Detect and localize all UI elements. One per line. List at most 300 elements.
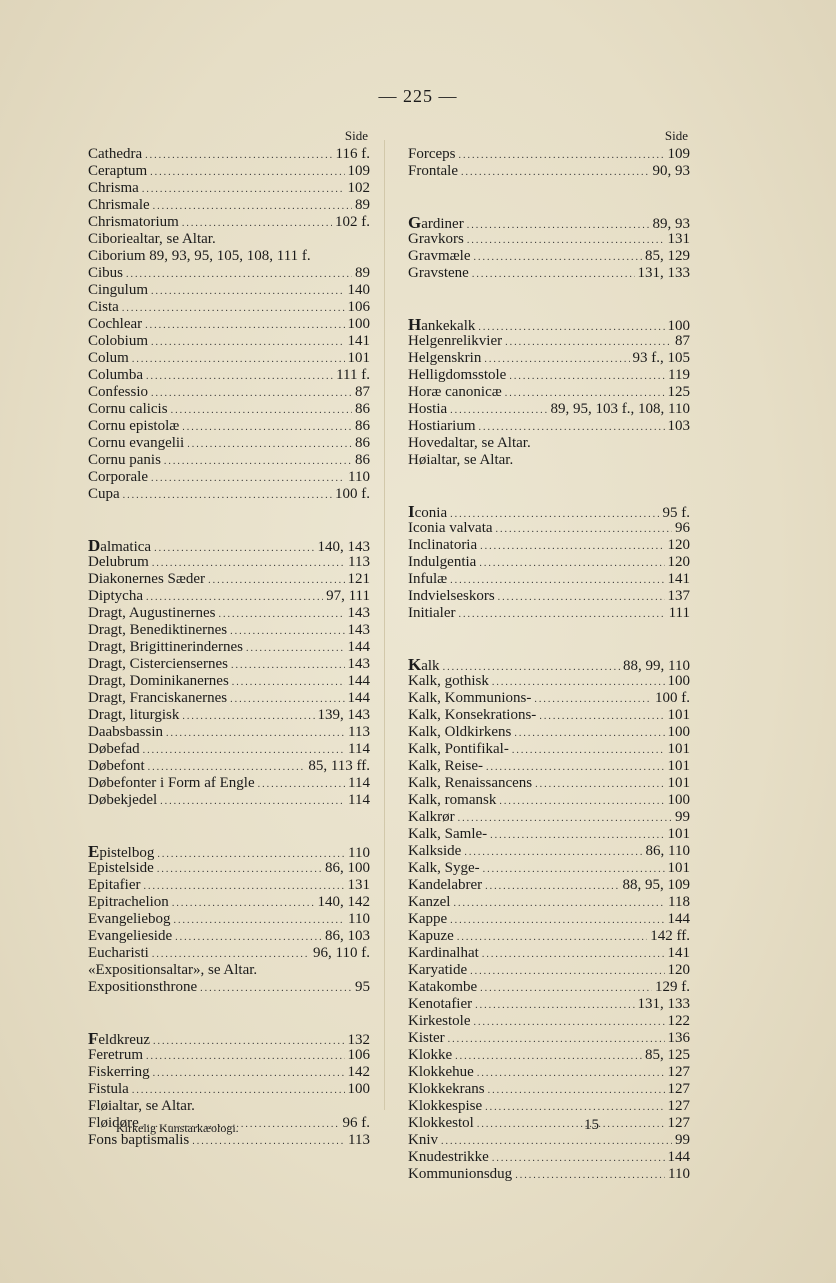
index-entry [408, 231, 690, 248]
entry-term [88, 945, 149, 962]
entry-term-text: Diakonernes Sæder [88, 571, 206, 587]
entry-term-text: Fons baptismalis [88, 1132, 190, 1148]
index-entry [408, 724, 690, 741]
section-gap [408, 622, 690, 656]
entry-pages: 144 [347, 673, 370, 689]
entry-pages: 139, 143 [317, 707, 370, 723]
entry-pages: 113 [348, 724, 370, 740]
index-entry [88, 1047, 370, 1064]
entry-term [408, 996, 472, 1013]
entry-term [88, 333, 148, 350]
entry-term [408, 588, 495, 605]
entry-pages: 127 [667, 1081, 690, 1097]
entry-term [408, 1132, 438, 1149]
entry-term-text: Cathedra [88, 146, 143, 162]
entry-term-text: Kappe [408, 911, 448, 927]
index-entry [408, 214, 690, 231]
dot-leader [231, 657, 345, 674]
entry-term [88, 350, 129, 367]
entry-term-text: Inclinatoria [408, 537, 478, 553]
entry-term [88, 707, 179, 724]
entry-pages: 89 [355, 197, 370, 213]
index-entry [408, 1149, 690, 1166]
entry-term [408, 860, 480, 877]
entry-pages: 100 [667, 792, 690, 808]
entry-pages: 97, 111 [326, 588, 370, 604]
entry-pages: 96 [675, 520, 690, 536]
index-entry [88, 758, 370, 775]
entry-term [408, 384, 502, 401]
entry-pages: 110 [348, 911, 370, 927]
entry-term-text: Expositionsthrone [88, 979, 198, 995]
entry-term [408, 1030, 445, 1047]
entry-term [88, 418, 179, 435]
entry-term-text: Indvielseskors [408, 588, 495, 604]
entry-term-text: Døbekjedel [88, 792, 158, 808]
signature-line: Kirkelig Kunstarkæologi. [116, 1121, 239, 1135]
dot-leader [441, 1133, 672, 1150]
entry-term [408, 928, 454, 945]
index-entry [408, 860, 690, 877]
index-entry [88, 197, 370, 214]
index-entry [88, 333, 370, 350]
entry-pages: 110 [348, 845, 370, 861]
entry-pages: 86 [355, 452, 370, 468]
index-entry [408, 554, 690, 571]
index-entry [408, 809, 690, 826]
dot-leader [151, 283, 344, 300]
section-initial: I [408, 502, 415, 521]
entry-term [88, 435, 184, 452]
entry-pages: 140, 142 [317, 894, 370, 910]
entry-pages: 120 [667, 554, 690, 570]
index-entry [88, 707, 370, 724]
entry-term [88, 452, 161, 469]
entry-term [408, 775, 532, 792]
entry-term-text: Colum [88, 350, 129, 366]
entry-term [408, 163, 458, 180]
entry-pages: 101 [667, 707, 690, 723]
index-entry [408, 265, 690, 282]
entry-term [88, 367, 143, 384]
index-entry [408, 1098, 690, 1115]
entry-term-text: Cornu evangelii [88, 435, 185, 451]
entry-term [88, 265, 123, 282]
index-entry [408, 605, 690, 622]
dot-leader [470, 963, 664, 980]
dot-leader [146, 589, 323, 606]
entry-term-text: conia [414, 505, 448, 521]
index-entry [408, 792, 690, 809]
entry-pages: 141 [667, 945, 690, 961]
index-column-right [408, 126, 690, 1183]
side-column-label: Side [664, 128, 688, 143]
entry-term-text: Gravmæle [408, 248, 471, 264]
entry-term [88, 690, 227, 707]
entry-pages: 144 [347, 690, 370, 706]
entry-term [408, 248, 470, 265]
index-entry [88, 622, 370, 639]
index-entry [88, 724, 370, 741]
entry-pages: 87 [355, 384, 370, 400]
index-entry [408, 945, 690, 962]
dot-leader [182, 419, 352, 436]
entry-pages: 127 [667, 1064, 690, 1080]
entry-pages: 87 [675, 333, 690, 349]
entry-term-text: Evangelieside [88, 928, 173, 944]
entry-pages: 99 [675, 809, 690, 825]
entry-term [408, 673, 489, 690]
entry-term-text: Colobium [88, 333, 149, 349]
entry-pages: 127 [667, 1115, 690, 1131]
section-initial: K [408, 655, 422, 674]
entry-term [88, 1081, 129, 1098]
entry-term-text: Klokkestol [408, 1115, 474, 1131]
entry-term-text: Hostia [408, 401, 448, 417]
index-entry [408, 1047, 690, 1064]
entry-term-text: Chrismale [88, 197, 150, 213]
dot-leader [143, 878, 344, 895]
entry-term-text: Gravstene [408, 265, 469, 281]
entry-pages: 119 [668, 367, 690, 383]
index-entry [88, 690, 370, 707]
entry-term [408, 452, 513, 469]
dot-leader [479, 419, 665, 436]
index-entry [88, 605, 370, 622]
dot-leader [485, 1099, 664, 1116]
index-entry [408, 503, 690, 520]
entry-pages: 85, 113 ff. [308, 758, 370, 774]
dot-leader [482, 946, 665, 963]
entry-pages: 131, 133 [637, 265, 690, 281]
index-entry [88, 265, 370, 282]
entry-term [408, 962, 467, 979]
index-entry [88, 231, 370, 248]
entry-term [88, 979, 197, 996]
entry-term-text: Dragt, Franciskanernes [88, 690, 228, 706]
index-entry [88, 486, 370, 503]
entry-term-text: Delubrum [88, 554, 149, 570]
index-entry [408, 384, 690, 401]
entry-term-text: Dragt, Dominikanernes [88, 673, 229, 689]
entry-pages: 125 [667, 384, 690, 400]
entry-term-text: Cochlear [88, 316, 143, 332]
dot-leader [512, 742, 665, 759]
entry-term [88, 282, 148, 299]
entry-pages: 143 [347, 656, 370, 672]
dot-leader [132, 351, 345, 368]
entry-term [88, 775, 255, 792]
entry-pages: 140 [347, 282, 370, 298]
entry-term-text: Epitafier [88, 877, 141, 893]
index-entry [408, 588, 690, 605]
entry-pages: 114 [348, 775, 370, 791]
entry-pages: 85, 129 [645, 248, 690, 264]
entry-pages: 143 [347, 622, 370, 638]
index-entry [408, 775, 690, 792]
entry-pages: 100 [347, 1081, 370, 1097]
entry-term [88, 928, 172, 945]
entry-term [88, 180, 139, 197]
entry-pages: 114 [348, 741, 370, 757]
dot-leader [534, 691, 652, 708]
entry-term-text: Eucharisti [88, 945, 149, 961]
entry-term-text: Kalk, gothisk [408, 673, 489, 689]
entry-term-text: Kalk, Renaissancens [408, 775, 533, 791]
entry-term [88, 316, 142, 333]
entry-term-text: Helgenskrin [408, 350, 482, 366]
dot-leader [458, 606, 665, 623]
index-entry [408, 248, 690, 265]
entry-term [88, 1047, 143, 1064]
index-entry [88, 741, 370, 758]
entry-term [408, 418, 476, 435]
entry-pages: 113 [348, 1132, 370, 1148]
entry-term [408, 401, 447, 418]
entry-term-text: Chrisma [88, 180, 139, 196]
entry-term-text: Kister [408, 1030, 445, 1046]
dot-leader [182, 708, 314, 725]
section-gap [88, 503, 370, 537]
entry-pages: 96 f. [342, 1115, 370, 1131]
entry-pages: 95 [355, 979, 370, 995]
entry-term [88, 571, 205, 588]
entry-term-text: Diptycha [88, 588, 143, 604]
dot-leader [448, 1031, 665, 1048]
index-entry [88, 911, 370, 928]
entry-term [408, 231, 464, 248]
entry-term-text: Epitrachelion [88, 894, 169, 910]
index-entry [408, 826, 690, 843]
entry-term-text: Høialtar, se Altar. [408, 452, 514, 468]
dot-leader [450, 572, 664, 589]
entry-term-text: Helligdomsstole [408, 367, 507, 383]
entry-pages: 90, 93 [652, 163, 690, 179]
entry-pages: 116 f. [335, 146, 370, 162]
entry-term [408, 1081, 485, 1098]
entry-term [88, 758, 145, 775]
dot-leader [187, 436, 352, 453]
entry-term [408, 367, 506, 384]
index-entry [88, 639, 370, 656]
dot-leader [498, 589, 665, 606]
entry-pages: 113 [348, 554, 370, 570]
entry-term [408, 520, 493, 537]
entry-term-text: Karyatide [408, 962, 468, 978]
index-entry [88, 1098, 370, 1115]
entry-term-text: Kalk, Reise- [408, 758, 483, 774]
signature-number: 15 [584, 1117, 599, 1133]
entry-term [88, 214, 179, 231]
dot-leader [258, 776, 345, 793]
entry-term-text: Columba [88, 367, 143, 383]
dot-leader [230, 623, 344, 640]
index-entry [408, 333, 690, 350]
entry-term [408, 435, 531, 452]
dot-leader [477, 1065, 665, 1082]
dot-leader [150, 164, 344, 181]
column-divider [384, 140, 385, 1110]
entry-pages: 114 [348, 792, 370, 808]
entry-term-text: Kanzel [408, 894, 451, 910]
entry-pages: 142 ff. [650, 928, 690, 944]
entry-term-text: Hovedaltar, se Altar. [408, 435, 531, 451]
section-gap [88, 996, 370, 1030]
dot-leader [461, 164, 650, 181]
dot-leader [455, 1048, 642, 1065]
entry-term [408, 741, 509, 758]
entry-pages: 144 [667, 1149, 690, 1165]
entry-term-text: Dragt, Augustinernes [88, 605, 216, 621]
index-entry [408, 996, 690, 1013]
entry-term-text: Klokkespise [408, 1098, 483, 1114]
entry-term-text: Dragt, liturgisk [88, 707, 180, 723]
index-entry [408, 962, 690, 979]
entry-pages: 89, 93 [652, 216, 690, 232]
entry-term [408, 758, 483, 775]
entry-term [88, 146, 142, 163]
dot-leader [148, 759, 306, 776]
entry-pages: 120 [667, 962, 690, 978]
entry-pages: 86 [355, 401, 370, 417]
dot-leader [480, 538, 664, 555]
entry-term-text: Initialer [408, 605, 456, 621]
index-list-left [88, 146, 370, 1149]
dot-leader [509, 368, 665, 385]
dot-leader [467, 232, 665, 249]
dot-leader [484, 351, 629, 368]
dot-leader [166, 725, 345, 742]
index-entry [408, 146, 690, 163]
index-entry [88, 537, 370, 554]
index-entry [88, 469, 370, 486]
index-entry [88, 316, 370, 333]
index-entry [408, 1030, 690, 1047]
entry-pages: 101 [667, 741, 690, 757]
entry-term-text: almatica [100, 539, 152, 555]
dot-leader [160, 793, 345, 810]
entry-pages: 110 [668, 1166, 690, 1182]
index-entry [408, 1166, 690, 1183]
entry-term-text: Kalkrør [408, 809, 455, 825]
entry-term-text: Cista [88, 299, 119, 315]
entry-term [88, 639, 243, 656]
entry-pages: 141 [667, 571, 690, 587]
index-entry [88, 282, 370, 299]
entry-term-text: Fiskerring [88, 1064, 150, 1080]
index-entry [88, 350, 370, 367]
dot-leader [200, 980, 352, 997]
dot-leader [450, 402, 547, 419]
entry-term [88, 622, 227, 639]
entry-term-text: Frontale [408, 163, 458, 179]
dot-leader [492, 674, 665, 691]
dot-leader [142, 181, 345, 198]
entry-pages: 109 [667, 146, 690, 162]
entry-pages: 121 [347, 571, 370, 587]
entry-term-text: Helgenrelikvier [408, 333, 503, 349]
entry-term [408, 1098, 482, 1115]
index-entry [408, 1115, 690, 1132]
entry-term-text: Knudestrikke [408, 1149, 489, 1165]
entry-pages: 89, 95, 103 f., 108, 110 [550, 401, 690, 417]
dot-leader [182, 215, 332, 232]
dot-leader [164, 453, 352, 470]
index-entry [88, 163, 370, 180]
section-initial: F [88, 1029, 99, 1048]
index-entry [88, 299, 370, 316]
entry-term-text: Ceraptum [88, 163, 148, 179]
dot-leader [472, 266, 635, 283]
index-entry [88, 180, 370, 197]
entry-term [88, 469, 148, 486]
dot-leader [488, 1082, 665, 1099]
entry-term-text: Cornu epistolæ [88, 418, 180, 434]
index-entry [88, 792, 370, 809]
entry-pages: 86, 103 [325, 928, 370, 944]
dot-leader [123, 487, 332, 504]
entry-term-text: Confessio [88, 384, 148, 400]
index-entry [88, 554, 370, 571]
entry-pages: 101 [667, 860, 690, 876]
entry-pages: 131 [347, 877, 370, 893]
entry-pages: 86 [355, 435, 370, 451]
entry-pages: 102 [347, 180, 370, 196]
index-entry [88, 962, 370, 979]
entry-pages: 120 [667, 537, 690, 553]
entry-term-text: Fløialtar, se Altar. [88, 1098, 195, 1114]
index-entry [88, 775, 370, 792]
entry-term-text: Feretrum [88, 1047, 143, 1063]
index-entry [408, 452, 690, 469]
index-entry [408, 979, 690, 996]
entry-pages: 100 [667, 724, 690, 740]
entry-pages: 137 [667, 588, 690, 604]
dot-leader [157, 861, 322, 878]
entry-term [408, 554, 476, 571]
entry-term-text: Cingulum [88, 282, 149, 298]
index-entry [408, 367, 690, 384]
index-entry [88, 571, 370, 588]
entry-term-text: Kommunionsdug [408, 1166, 513, 1182]
section-initial: E [88, 842, 100, 861]
dot-leader [505, 385, 665, 402]
index-entry [88, 248, 370, 265]
entry-pages: 86 [355, 418, 370, 434]
dot-leader [486, 759, 665, 776]
entry-term-text: Hostiarium [408, 418, 476, 434]
dot-leader [473, 249, 642, 266]
dot-leader [246, 640, 345, 657]
entry-term-text: Klokke [408, 1047, 453, 1063]
dot-leader [535, 776, 664, 793]
entry-term-text: ardiner [421, 216, 464, 232]
section-initial: D [88, 536, 101, 555]
section-initial: H [408, 315, 422, 334]
index-entry [88, 979, 370, 996]
entry-term-text: Klokkehue [408, 1064, 474, 1080]
entry-pages: 129 f. [655, 979, 690, 995]
index-entry [88, 877, 370, 894]
entry-term [88, 163, 147, 180]
entry-term [408, 1149, 489, 1166]
entry-pages: 101 [667, 758, 690, 774]
entry-pages: 103 [667, 418, 690, 434]
entry-term-text: Døbefont [88, 758, 145, 774]
index-entry [408, 673, 690, 690]
index-entry [88, 928, 370, 945]
dot-leader [151, 470, 345, 487]
